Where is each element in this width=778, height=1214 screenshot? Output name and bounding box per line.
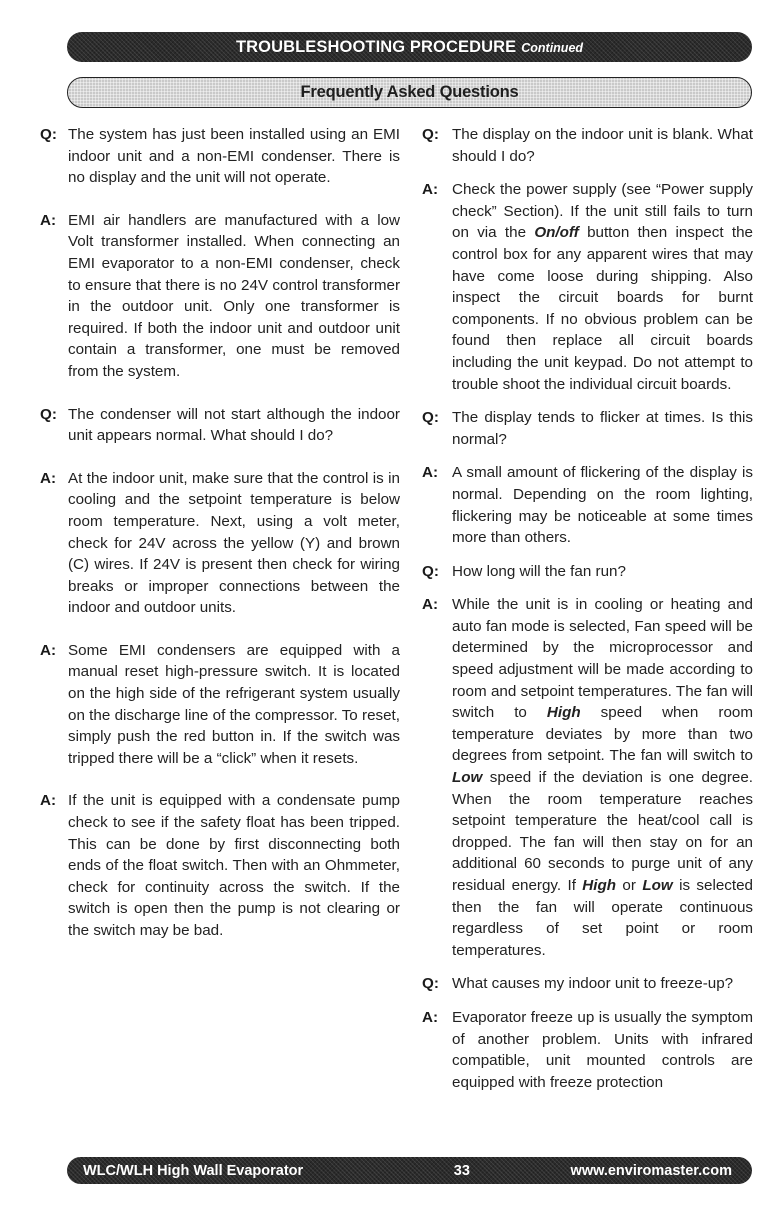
answer-text-part: or bbox=[616, 877, 643, 894]
emphasis-on-off: On/off bbox=[534, 224, 579, 242]
right-column bbox=[422, 124, 753, 1093]
answer-label: A: bbox=[40, 469, 57, 487]
emphasis-high: High bbox=[582, 877, 617, 894]
answer-text: A small amount of flickering of the display is normal. Depending on the room lighting, flickering may be noticeable at some times more than others. bbox=[452, 464, 753, 547]
faq-title: Frequently Asked Questions bbox=[300, 83, 519, 101]
faq-question bbox=[40, 124, 400, 189]
faq-question bbox=[422, 124, 753, 167]
faq-question bbox=[40, 404, 400, 447]
question-text: How long will the fan run? bbox=[452, 562, 626, 580]
answer-text-part: While the unit is in cooling or heating and auto fan mode is selected, Fan speed will be determined by the microprocessor and speed adjustment will be made according to room and setpoint temperatures. The fan will switch to bbox=[452, 596, 753, 722]
emphasis-high: High bbox=[546, 704, 581, 722]
answer-text-part: speed if the deviation is one degree. When the room temperature reaches setpoint temperature the heat/cool call is dropped. The fan will then stay on for an additional 60 seconds to purge unit of any residual energy. If bbox=[452, 769, 753, 894]
answer-label: A: bbox=[422, 1008, 439, 1026]
faq-answer bbox=[40, 790, 400, 941]
question-label: Q: bbox=[422, 975, 439, 993]
faq-answer bbox=[40, 210, 400, 383]
emphasis-low: Low bbox=[452, 769, 483, 787]
faq-answer bbox=[422, 179, 753, 395]
faq-question bbox=[422, 561, 753, 583]
answer-label: A: bbox=[40, 641, 57, 659]
answer-text-part: Check the power supply (see “Power supply check” Section). If the unit still fails to turn on via the bbox=[452, 181, 753, 242]
answer-text: Some EMI condensers are equipped with a manual reset high-pressure switch. It is located on the high side of the refrigerant system usually on the discharge line of the compressor. To reset, simply push the red button in. If the switch was tripped there will be a “click” when it resets. bbox=[68, 641, 400, 767]
answer-label: A: bbox=[422, 596, 439, 614]
faq-question bbox=[422, 407, 753, 450]
question-text: The condenser will not start although the indoor unit appears normal. What should I do? bbox=[68, 405, 400, 445]
answer-text: If the unit is equipped with a condensate pump check to see if the safety float has been tripped. This can be done by first disconnecting both ends of the float switch. Then with an Ohmmeter, check for continuity across the switch. If the switch is open then the pump is not clearing or the switch may be bad. bbox=[68, 792, 400, 939]
faq-answer bbox=[422, 462, 753, 548]
left-column bbox=[40, 124, 400, 942]
answer-label: A: bbox=[40, 211, 57, 229]
header-subtitle: Continued bbox=[521, 41, 584, 55]
emphasis-low: Low bbox=[642, 877, 673, 894]
faq-answer bbox=[40, 640, 400, 770]
faq-answer bbox=[422, 1007, 753, 1093]
question-text: What causes my indoor unit to freeze-up? bbox=[452, 975, 734, 993]
answer-text: EMI air handlers are manufactured with a low Volt transformer installed. When connecting an EMI evaporator to a non-EMI condenser, check to ensure that there is no 24V control transformer in the outdoor unit. Only one transformer is required. If both the indoor unit and outdoor unit contain a transformer, one must be removed from the system. bbox=[68, 211, 400, 380]
page-number: 33 bbox=[453, 1162, 470, 1179]
answer-text-part: button then inspect the control box for any apparent wires that may have come loose during shipping. Also inspect the circuit boards for burnt components. If no obvious problem can be found then replace all circuit boards including the unit keypad. Do not attempt to trouble shoot the individual circuit boards. bbox=[452, 224, 753, 393]
faq-answer bbox=[40, 468, 400, 619]
header-title: TROUBLESHOOTING PROCEDURE bbox=[235, 37, 517, 56]
question-text: The display tends to flicker at times. Is this normal? bbox=[452, 409, 753, 448]
question-label: Q: bbox=[422, 126, 439, 143]
question-label: Q: bbox=[40, 126, 57, 143]
question-text: The display on the indoor unit is blank. What should I do? bbox=[452, 126, 753, 165]
footer-product-name: WLC/WLH High Wall Evaporator bbox=[83, 1162, 304, 1179]
answer-text: At the indoor unit, make sure that the control is in cooling and the setpoint temperature is below room temperature. Next, using a volt meter, check for 24V across the yellow (Y) and brown (C) wires. If 24V is present then check for wiring breaks or improper connections between the indoor and outdoor units. bbox=[68, 469, 400, 617]
answer-label: A: bbox=[40, 792, 57, 810]
question-text: The system has just been installed using an EMI indoor unit and a non-EMI condenser. There is no display and the unit will not operate. bbox=[68, 126, 400, 187]
answer-label: A: bbox=[422, 181, 439, 199]
question-label: Q: bbox=[422, 409, 439, 427]
answer-text: Evaporator freeze up is usually the symptom of another problem. Units with infrared compatible, unit mounted controls are equipped with freeze protection bbox=[452, 1008, 753, 1091]
faq-subheader-bar bbox=[67, 77, 752, 108]
faq-question bbox=[422, 973, 753, 995]
question-label: Q: bbox=[422, 562, 439, 580]
answer-text-part: speed when room temperature deviates by more than two degrees from setpoint. The fan will switch to bbox=[452, 704, 753, 765]
footer-website: www.enviromaster.com bbox=[570, 1162, 732, 1179]
section-header-bar bbox=[67, 32, 752, 62]
faq-answer bbox=[422, 594, 753, 961]
answer-text-part: is selected then the fan will operate continuous regardless of set point or room temperatures. bbox=[452, 877, 753, 959]
question-label: Q: bbox=[40, 405, 57, 423]
answer-label: A: bbox=[422, 464, 439, 482]
page-footer-bar bbox=[67, 1157, 752, 1184]
